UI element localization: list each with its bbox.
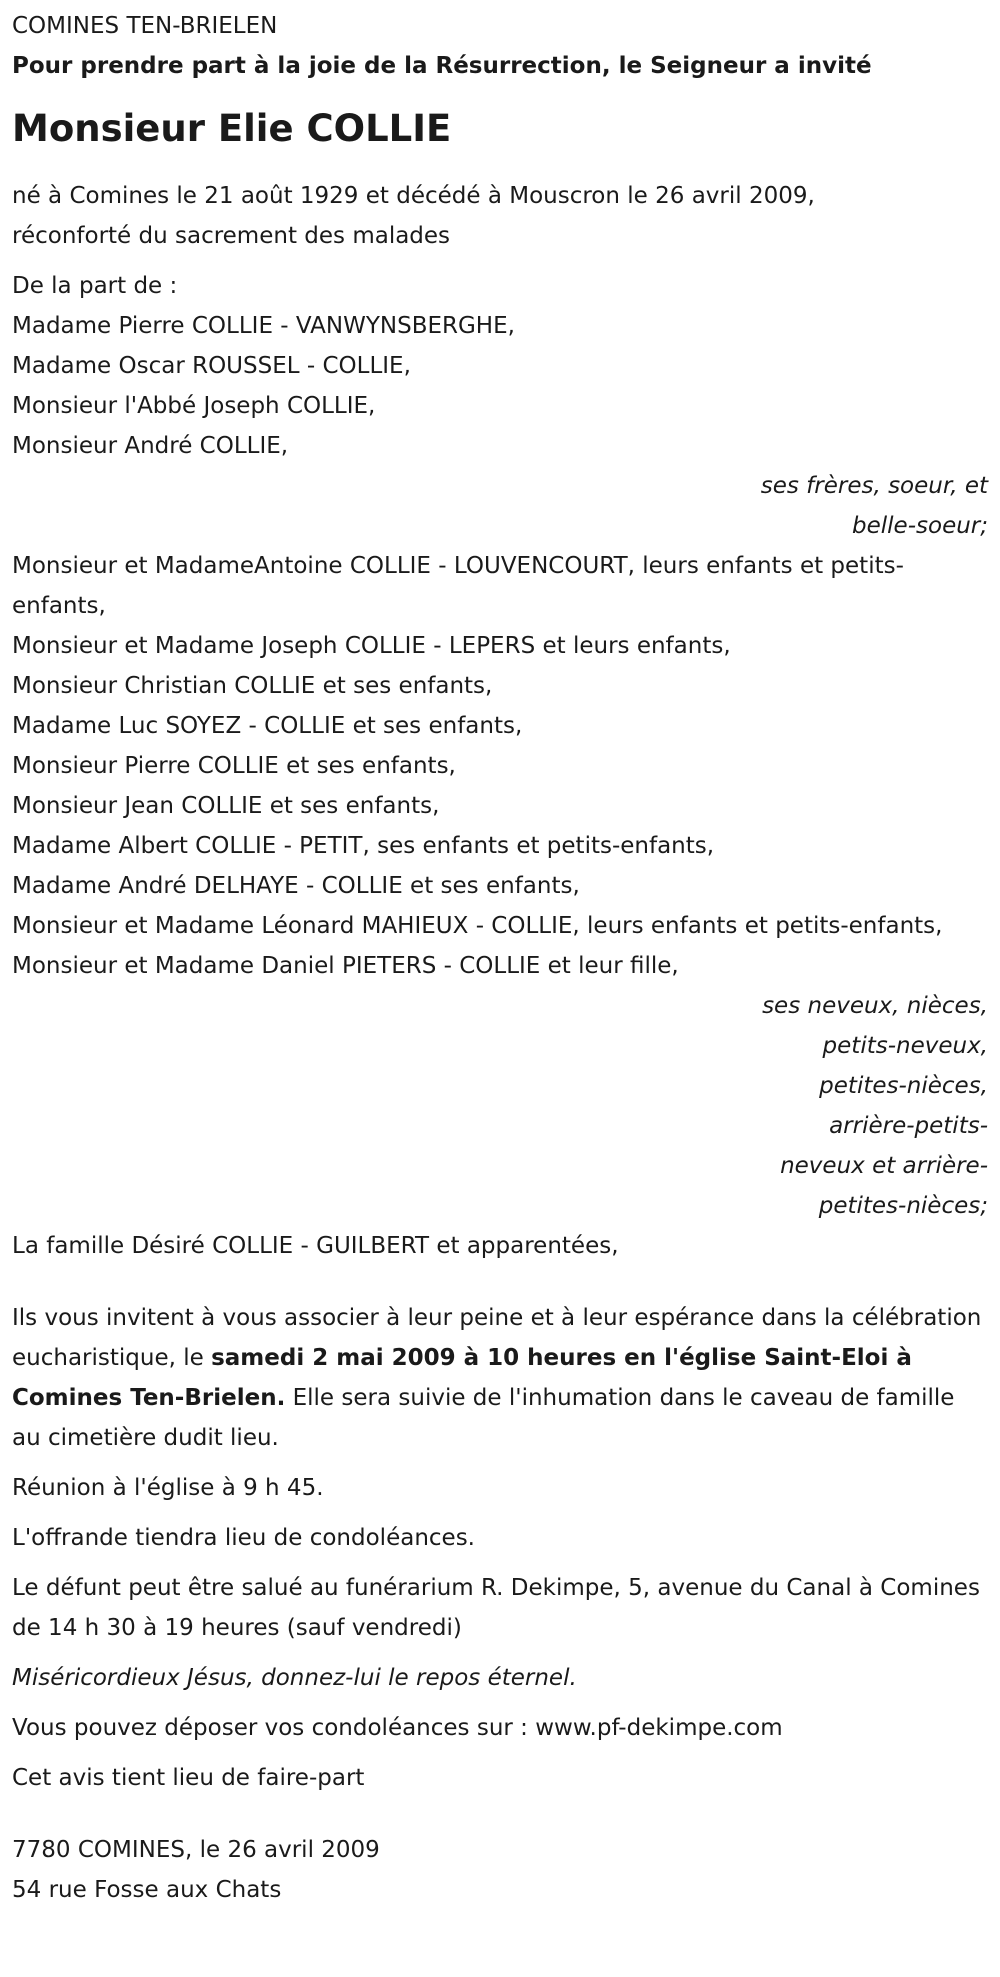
location-heading: COMINES TEN-BRIELEN — [12, 13, 278, 39]
birth-death-line: né à Comines le 21 août 1929 et décédé à Mouscron le 26 avril 2009, — [12, 183, 815, 209]
nephew-entry: Monsieur Jean COLLIE et ses enfants, — [12, 793, 440, 819]
nephew-entry: Monsieur Christian COLLIE et ses enfants, — [12, 673, 493, 699]
note-line: petits-neveux, — [822, 1033, 988, 1059]
sibling-entry: Madame Pierre COLLIE - VANWYNSBERGHE, — [12, 313, 515, 339]
place-date-line: 7780 COMINES, le 26 avril 2009 — [12, 1837, 380, 1863]
siblings-list — [12, 306, 988, 466]
address-line: 54 rue Fosse aux Chats — [12, 1877, 282, 1903]
family-intro: De la part de : — [12, 273, 178, 299]
nephew-entry: Monsieur et Madame Joseph COLLIE - LEPERS et leurs enfants, — [12, 633, 731, 659]
nephew-entry: Madame Albert COLLIE - PETIT, ses enfants et petits-enfants, — [12, 833, 715, 859]
funerarium-line: Le défunt peut être salué au funérarium R. Dekimpe, 5, avenue du Canal à Comines de 14 h 30 à 19 heures (sauf vendredi) — [12, 1575, 980, 1641]
sibling-entry: Madame Oscar ROUSSEL - COLLIE, — [12, 353, 411, 379]
notice-line: Cet avis tient lieu de faire-part — [12, 1765, 365, 1791]
note-line: ses frères, soeur, et — [760, 473, 988, 499]
condolences-line: Vous pouvez déposer vos condoléances sur : www.pf-dekimpe.com — [12, 1715, 783, 1741]
ceremony-paragraph — [12, 1298, 988, 1458]
meeting-line: Réunion à l'église à 9 h 45. — [12, 1475, 324, 1501]
note-line: petites-nièces; — [818, 1193, 988, 1219]
offering-line: L'offrande tiendra lieu de condoléances. — [12, 1525, 475, 1551]
ceremony-text-after: Elle sera suivie de l'inhumation dans le caveau de famille au cimetière dudit lieu. — [12, 1385, 955, 1451]
note-line: arrière-petits- — [829, 1113, 988, 1139]
lead-sentence: Pour prendre part à la joie de la Résurrection, le Seigneur a invité — [12, 53, 872, 79]
nephew-entry: Monsieur et Madame Léonard MAHIEUX - COLLIE, leurs enfants et petits-enfants, — [12, 913, 943, 939]
ceremony-text-before: Ils vous invitent à vous associer à leur peine et à leur espérance dans la célébration eucharistique, le — [12, 1305, 982, 1371]
note-line: neveux et arrière- — [780, 1153, 988, 1179]
sacrament-line: réconforté du sacrement des malades — [12, 223, 451, 249]
related-family: La famille Désiré COLLIE - GUILBERT et apparentées, — [12, 1233, 619, 1259]
note-line: ses neveux, nièces, — [762, 993, 988, 1019]
sibling-entry: Monsieur l'Abbé Joseph COLLIE, — [12, 393, 376, 419]
nephews-relation-note — [708, 986, 988, 1226]
note-line: petites-nièces, — [819, 1073, 988, 1099]
siblings-relation-note — [708, 466, 988, 546]
prayer-line: Miséricordieux Jésus, donnez-lui le repos éternel. — [12, 1665, 577, 1691]
note-line: belle-soeur; — [852, 513, 988, 539]
nephew-entry: Monsieur et Madame Daniel PIETERS - COLLIE et leur fille, — [12, 953, 679, 979]
nephew-entry: Monsieur et MadameAntoine COLLIE - LOUVENCOURT, leurs enfants et petits-enfants, — [12, 553, 904, 619]
nephews-list — [12, 546, 988, 986]
nephew-entry: Madame Luc SOYEZ - COLLIE et ses enfants, — [12, 713, 523, 739]
deceased-name: Monsieur Elie COLLIE — [12, 107, 452, 150]
ceremony-date-place: samedi 2 mai 2009 à 10 heures en l'église Saint-Eloi à Comines Ten-Brielen. — [12, 1345, 912, 1411]
nephew-entry: Madame André DELHAYE - COLLIE et ses enfants, — [12, 873, 580, 899]
nephew-entry: Monsieur Pierre COLLIE et ses enfants, — [12, 753, 456, 779]
sibling-entry: Monsieur André COLLIE, — [12, 433, 289, 459]
